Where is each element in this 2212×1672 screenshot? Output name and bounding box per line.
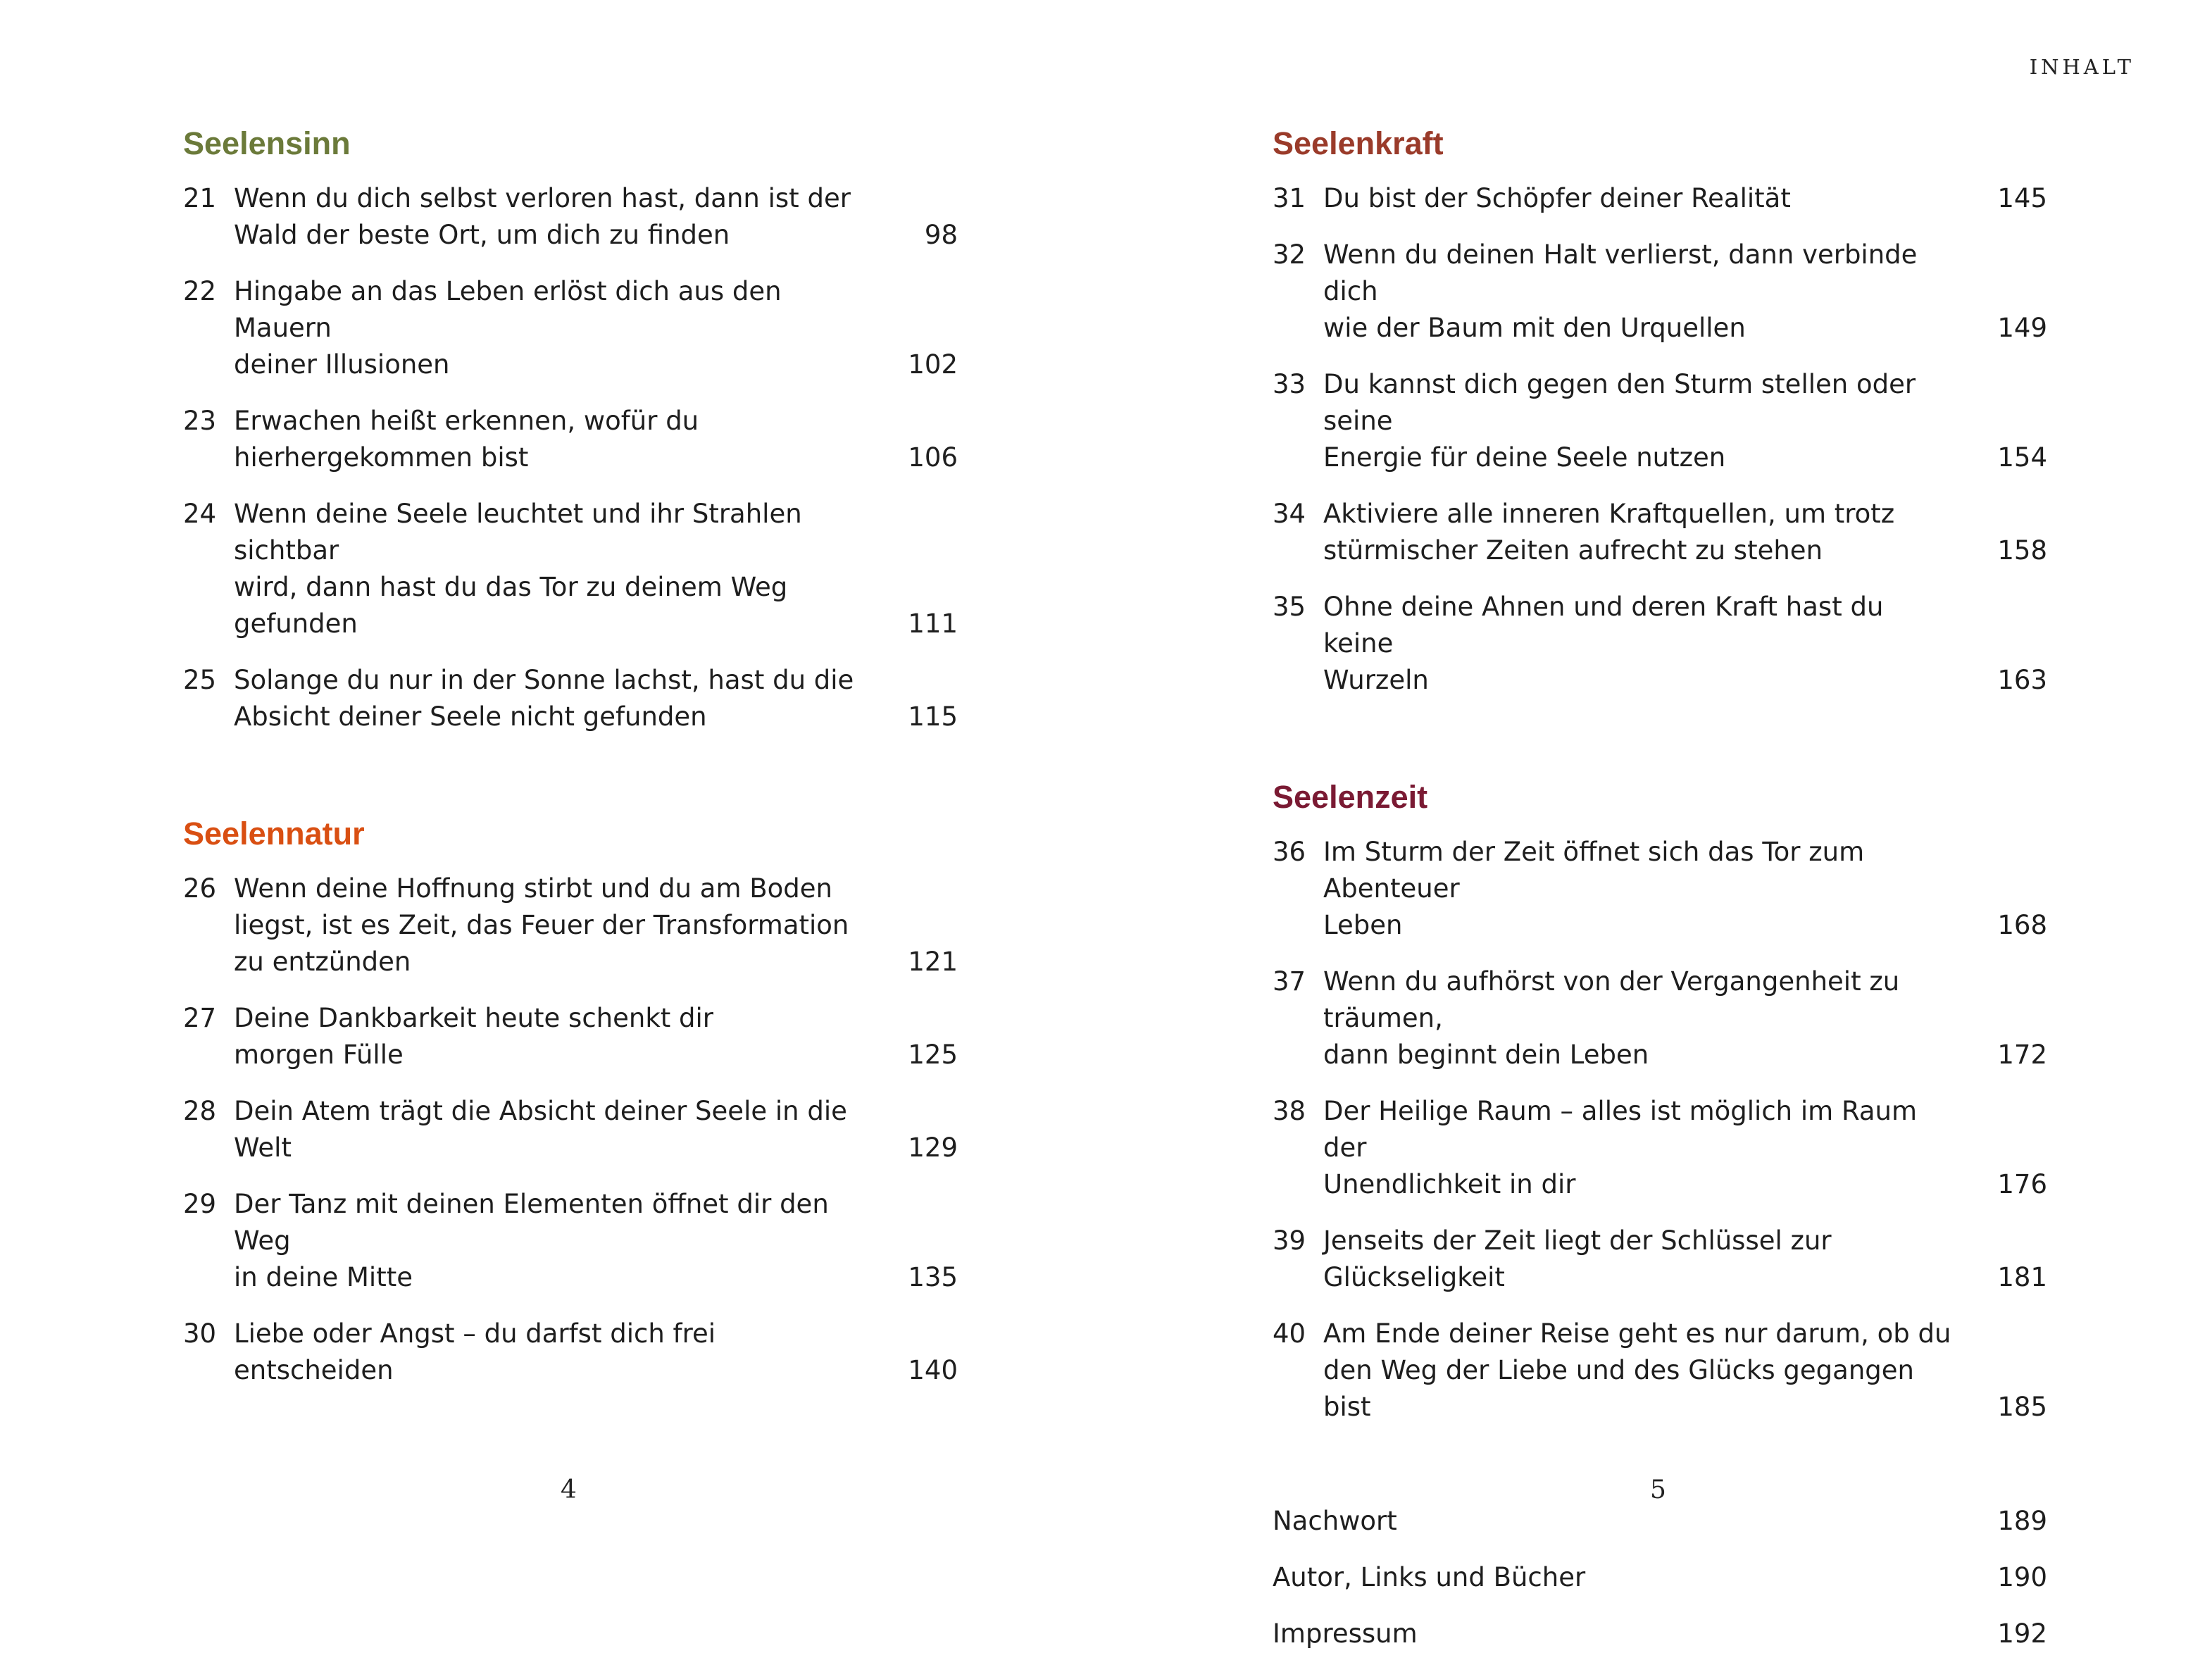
section-title-seelenkraft: Seelenkraft: [1273, 125, 1444, 161]
entry-page: 176: [1997, 1169, 2047, 1199]
entry-page: 190: [1997, 1562, 2047, 1592]
entry-page: 181: [1997, 1262, 2047, 1292]
entry-title: Hingabe an das Leben erlöst dich aus den Mauern deiner Illusionen: [234, 276, 782, 380]
toc-entry-39: [1273, 1223, 2047, 1296]
entry-page: 102: [908, 349, 958, 380]
toc-entry-29: [183, 1186, 958, 1296]
toc-entry-28: [183, 1093, 958, 1166]
entry-number: 39: [1273, 1225, 1306, 1256]
toc-entry-32: [1273, 237, 2047, 347]
toc-entry-22: [183, 273, 958, 383]
entry-page: 115: [908, 701, 958, 732]
toc-entry-38: [1273, 1093, 2047, 1203]
toc-entry-34: [1273, 496, 2047, 569]
entry-number: 29: [183, 1189, 217, 1219]
section-title-seelensinn: Seelensinn: [183, 125, 351, 161]
section-title-seelennatur: Seelennatur: [183, 816, 365, 851]
entry-title: Autor, Links und Bücher: [1273, 1562, 1586, 1592]
page-number-left: 4: [561, 1476, 577, 1504]
entry-page: 140: [908, 1355, 958, 1385]
section-seelenzeit: [1273, 776, 2047, 1425]
entry-title: Dein Atem trägt die Absicht deiner Seele in die Welt: [234, 1096, 847, 1163]
entry-title: Du kannst dich gegen den Sturm stellen oder seine Energie für deine Seele nutzen: [1323, 369, 1916, 473]
toc-entry-31: [1273, 180, 2047, 217]
entry-title: Liebe oder Angst – du darfst dich frei entscheiden: [234, 1318, 716, 1385]
entry-page: 172: [1997, 1040, 2047, 1070]
entry-number: 27: [183, 1003, 217, 1033]
entry-title: Der Tanz mit deinen Elementen öffnet dir den Weg in deine Mitte: [234, 1189, 829, 1292]
entry-title: Aktiviere alle inneren Kraftquellen, um trotz stürmischer Zeiten aufrecht zu stehen: [1323, 499, 1895, 566]
entry-page: 189: [1997, 1506, 2047, 1536]
entry-title: Wenn du dich selbst verloren hast, dann ist der Wald der beste Ort, um dich zu finden: [234, 183, 851, 250]
toc-entry-25: [183, 662, 958, 735]
entry-title: Solange du nur in der Sonne lachst, hast du die Absicht deiner Seele nicht gefunden: [234, 665, 854, 732]
entry-page: 145: [1997, 183, 2047, 213]
toc-entry-40: [1273, 1316, 2047, 1425]
entry-number: 36: [1273, 837, 1306, 867]
section-seelensinn: [183, 123, 958, 735]
entry-page: 121: [908, 947, 958, 977]
toc-entry-27: [183, 1000, 958, 1073]
entry-title: Wenn du aufhörst von der Vergangenheit zu träumen, dann beginnt dein Leben: [1323, 966, 1900, 1070]
entry-page: 168: [1997, 910, 2047, 940]
entry-page: 125: [908, 1040, 958, 1070]
page-number-right: 5: [1650, 1476, 1666, 1504]
entry-page: 158: [1997, 535, 2047, 566]
entry-number: 35: [1273, 592, 1306, 622]
entry-number: 38: [1273, 1096, 1306, 1126]
entry-title: Wenn du deinen Halt verlierst, dann verbinde dich wie der Baum mit den Urquellen: [1323, 239, 1918, 343]
entry-number: 31: [1273, 183, 1306, 213]
entry-page: 98: [924, 220, 958, 250]
entry-page: 129: [908, 1133, 958, 1163]
entry-title: Ohne deine Ahnen und deren Kraft hast du keine Wurzeln: [1323, 592, 1884, 695]
entry-number: 34: [1273, 499, 1306, 529]
entry-page: 192: [1997, 1618, 2047, 1649]
running-header: INHALT: [2029, 55, 2135, 79]
entry-page: 111: [908, 609, 958, 639]
entry-title: Jenseits der Zeit liegt der Schlüssel zur Glückseligkeit: [1323, 1225, 1832, 1292]
entry-title: Erwachen heißt erkennen, wofür du hierhergekommen bist: [234, 406, 699, 473]
entry-number: 26: [183, 873, 217, 904]
entry-page: 149: [1997, 313, 2047, 343]
toc-entry-26: [183, 871, 958, 980]
section-seelennatur: [183, 813, 958, 1389]
entry-number: 25: [183, 665, 217, 695]
toc-entry-35: [1273, 589, 2047, 699]
entry-title: Wenn deine Hoffnung stirbt und du am Boden liegst, ist es Zeit, das Feuer der Transformation zu entzünden: [234, 873, 849, 977]
toc-entry-30: [183, 1316, 958, 1389]
toc-entry-37: [1273, 963, 2047, 1073]
entry-title: Der Heilige Raum – alles ist möglich im Raum der Unendlichkeit in dir: [1323, 1096, 1918, 1199]
entry-title: Du bist der Schöpfer deiner Realität: [1323, 183, 1791, 213]
entry-title: Wenn deine Seele leuchtet und ihr Strahlen sichtbar wird, dann hast du das Tor zu deinem Weg gefunden: [234, 499, 802, 639]
entry-page: 163: [1997, 665, 2047, 695]
entry-number: 33: [1273, 369, 1306, 399]
section-seelenkraft: [1273, 123, 2047, 699]
entry-number: 23: [183, 406, 217, 436]
toc-entry-autor: [1273, 1559, 2047, 1596]
section-title-seelenzeit: Seelenzeit: [1273, 779, 1428, 815]
toc-entry-33: [1273, 366, 2047, 476]
entry-number: 32: [1273, 239, 1306, 270]
left-page-toc: [183, 123, 958, 1409]
back-matter-list: [1273, 1503, 2047, 1652]
entry-title: Deine Dankbarkeit heute schenkt dir morgen Fülle: [234, 1003, 713, 1070]
entry-title: Nachwort: [1273, 1506, 1397, 1536]
entry-number: 28: [183, 1096, 217, 1126]
entry-page: 154: [1997, 442, 2047, 473]
entry-page: 106: [908, 442, 958, 473]
entry-page: 135: [908, 1262, 958, 1292]
entry-number: 37: [1273, 966, 1306, 997]
entry-number: 21: [183, 183, 217, 213]
entry-title: Im Sturm der Zeit öffnet sich das Tor zum Abenteuer Leben: [1323, 837, 1865, 940]
entry-number: 40: [1273, 1318, 1306, 1349]
entry-number: 30: [183, 1318, 217, 1349]
entry-page: 185: [1997, 1392, 2047, 1422]
toc-entry-24: [183, 496, 958, 642]
toc-entry-21: [183, 180, 958, 254]
entry-title: Impressum: [1273, 1618, 1418, 1649]
toc-entry-impressum: [1273, 1616, 2047, 1652]
entry-number: 22: [183, 276, 217, 306]
right-page-toc: [1273, 123, 2047, 1672]
toc-entry-36: [1273, 834, 2047, 944]
entry-title: Am Ende deiner Reise geht es nur darum, ob du den Weg der Liebe und des Glücks gegangen bist: [1323, 1318, 1951, 1422]
entry-number: 24: [183, 499, 217, 529]
toc-entry-nachwort: [1273, 1503, 2047, 1540]
toc-entry-23: [183, 403, 958, 476]
